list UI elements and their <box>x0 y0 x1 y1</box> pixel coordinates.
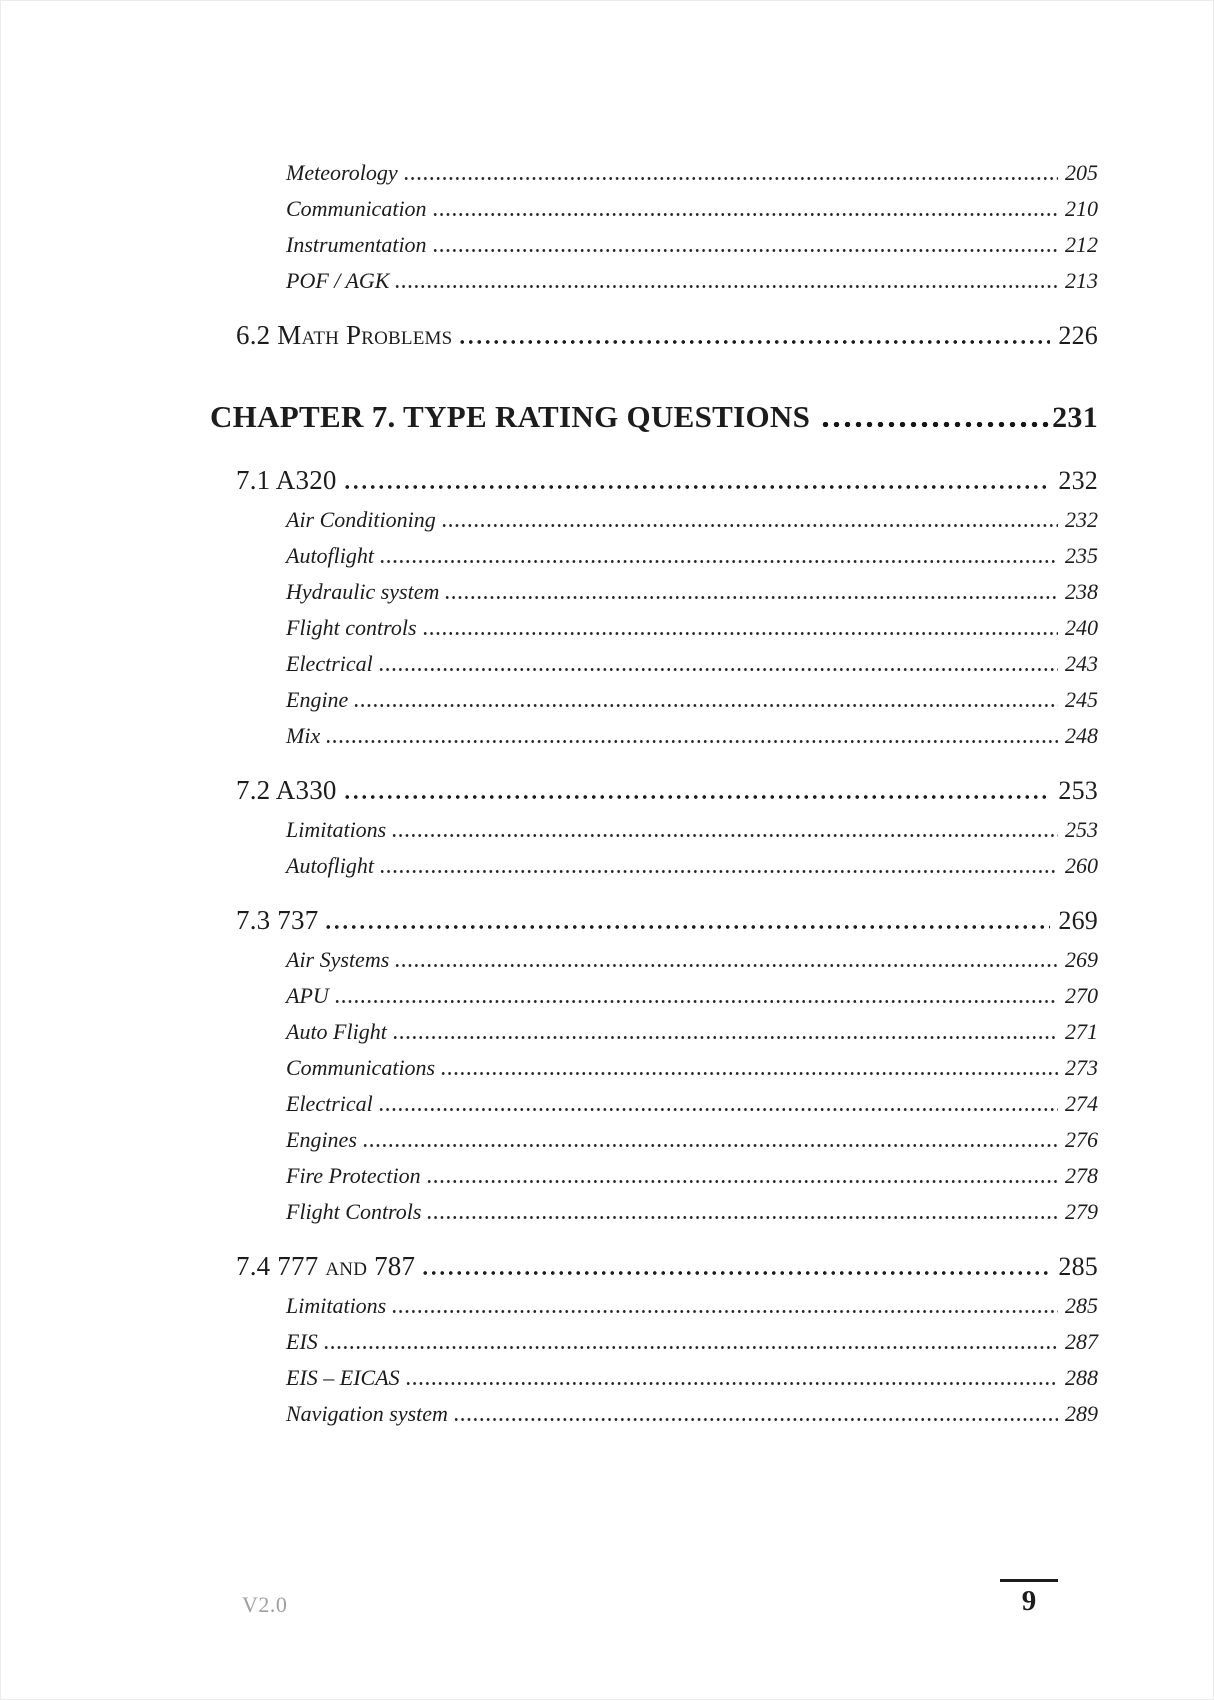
toc-entry-page: 232 <box>1058 466 1098 495</box>
toc-entry-label: Electrical <box>286 1091 373 1116</box>
toc-entry-label: Communication <box>286 196 427 221</box>
toc-entry-label: Engine <box>286 687 349 712</box>
dot-leader <box>323 1346 1058 1349</box>
dot-leader <box>378 668 1058 671</box>
toc-entry-label: 7.3 737 <box>236 905 319 935</box>
toc-entry[interactable] <box>286 1086 1098 1122</box>
toc-entry-page: 213 <box>1065 268 1098 293</box>
toc-entry[interactable] <box>286 574 1098 610</box>
toc-section-entry[interactable] <box>236 314 1098 357</box>
dot-leader <box>441 524 1058 527</box>
dot-leader <box>432 213 1058 216</box>
toc-entry-page: 274 <box>1065 1091 1098 1116</box>
toc-entry[interactable] <box>286 1194 1098 1230</box>
toc-entry-label: 7.2 A330 <box>236 775 337 805</box>
toc-entry-page: 253 <box>1065 817 1098 842</box>
toc-entry-label: Instrumentation <box>286 232 427 257</box>
toc-entry-page: 276 <box>1065 1127 1098 1152</box>
toc-entry-label: Navigation system <box>286 1401 448 1426</box>
toc-entry-label: Communications <box>286 1055 436 1080</box>
toc-entry-page: 269 <box>1058 906 1098 935</box>
toc-entry[interactable] <box>286 155 1098 191</box>
dot-leader <box>403 177 1058 180</box>
toc-entry-page: 245 <box>1065 687 1098 712</box>
dot-leader <box>426 1180 1058 1183</box>
toc-entry[interactable] <box>286 682 1098 718</box>
toc-entry[interactable] <box>286 978 1098 1014</box>
dot-leader <box>378 1108 1058 1111</box>
dot-leader <box>391 1310 1058 1313</box>
dot-leader <box>422 632 1058 635</box>
page-number-rule <box>1000 1579 1058 1582</box>
toc-entry-label: Engines <box>286 1127 357 1152</box>
version-label: V2.0 <box>242 1592 288 1617</box>
toc-entry[interactable] <box>286 848 1098 884</box>
toc-entry-label: 7.4 777 and 787 <box>236 1251 416 1281</box>
dot-leader <box>421 1271 1050 1275</box>
dot-leader <box>325 740 1058 743</box>
toc-entry[interactable] <box>286 646 1098 682</box>
toc-entry-label: Fire Protection <box>286 1163 421 1188</box>
toc-entry-page: 278 <box>1065 1163 1098 1188</box>
dot-leader <box>432 249 1058 252</box>
toc-entry-label: Mix <box>286 723 321 748</box>
toc-entry[interactable] <box>286 1396 1098 1432</box>
page-number-block <box>1000 1579 1058 1617</box>
toc-entry-label: 7.1 A320 <box>236 465 337 495</box>
toc-entry[interactable] <box>286 1360 1098 1396</box>
toc-entry-page: 235 <box>1065 543 1098 568</box>
toc-entry-page: 273 <box>1065 1055 1098 1080</box>
toc-entry[interactable] <box>286 1324 1098 1360</box>
dot-leader <box>391 834 1058 837</box>
toc-section-entry[interactable] <box>236 899 1098 942</box>
toc-entry-page: 240 <box>1065 615 1098 640</box>
dot-leader <box>343 485 1051 489</box>
page-number: 9 <box>1021 1585 1037 1617</box>
toc-entry[interactable] <box>286 1122 1098 1158</box>
toc-entry-label: Limitations <box>286 1293 387 1318</box>
toc-entry-page: 285 <box>1058 1252 1098 1281</box>
dot-leader <box>458 340 1050 344</box>
dot-leader <box>324 925 1050 929</box>
dot-leader <box>362 1144 1058 1147</box>
toc-entry-label: Meteorology <box>286 160 398 185</box>
toc-entry[interactable] <box>286 1288 1098 1324</box>
dot-leader <box>353 704 1058 707</box>
toc-entry-page: 269 <box>1065 947 1098 972</box>
dot-leader <box>343 795 1051 799</box>
toc-entry-label: Flight controls <box>286 615 417 640</box>
toc-chapter-entry[interactable] <box>210 391 1098 444</box>
toc-entry-label: Hydraulic system <box>286 579 440 604</box>
toc-entry-page: 289 <box>1065 1401 1098 1426</box>
toc-section-entry[interactable] <box>236 459 1098 502</box>
toc-entry-page: 226 <box>1058 321 1098 350</box>
toc-entry[interactable] <box>286 263 1098 299</box>
toc-entry-page: 285 <box>1065 1293 1098 1318</box>
toc-entry-page: 212 <box>1065 232 1098 257</box>
toc-entry-label: EIS – EICAS <box>286 1365 400 1390</box>
toc-entry[interactable] <box>286 942 1098 978</box>
dot-leader <box>379 560 1058 563</box>
toc-entry-page: 210 <box>1065 196 1098 221</box>
toc-entry-page: 232 <box>1065 507 1098 532</box>
toc-entry-page: 253 <box>1058 776 1098 805</box>
toc-entry-label: Air Conditioning <box>286 507 436 532</box>
dot-leader <box>440 1072 1058 1075</box>
toc-entry[interactable] <box>286 610 1098 646</box>
toc-entry-page: 205 <box>1065 160 1098 185</box>
toc-entry-page: 279 <box>1065 1199 1098 1224</box>
toc-entry-page: 243 <box>1065 651 1098 676</box>
dot-leader <box>426 1216 1058 1219</box>
toc-entry[interactable] <box>286 502 1098 538</box>
toc-entry-page: 270 <box>1065 983 1098 1008</box>
toc-section-entry[interactable] <box>236 1245 1098 1288</box>
dot-leader <box>405 1382 1058 1385</box>
toc-entry[interactable] <box>286 227 1098 263</box>
toc-entry-label: Flight Controls <box>286 1199 422 1224</box>
toc-entry-page: 260 <box>1065 853 1098 878</box>
toc-entry-label: Limitations <box>286 817 387 842</box>
toc-entry-page: 231 <box>1052 401 1098 434</box>
toc-entry-page: 271 <box>1065 1019 1098 1044</box>
toc-entry[interactable] <box>286 191 1098 227</box>
dot-leader <box>394 964 1058 967</box>
toc-entry[interactable] <box>286 718 1098 754</box>
toc-entry-label: EIS <box>286 1329 318 1354</box>
dot-leader <box>379 870 1058 873</box>
dot-leader <box>453 1418 1058 1421</box>
toc-entry-label: Auto Flight <box>286 1019 387 1044</box>
toc-entry-label: POF / AGK <box>286 268 390 293</box>
toc-entry-label: Autoflight <box>286 543 374 568</box>
toc-entry[interactable] <box>286 1050 1098 1086</box>
toc-entry-page: 288 <box>1065 1365 1098 1390</box>
dot-leader <box>392 1036 1058 1039</box>
toc-section-entry[interactable] <box>236 769 1098 812</box>
dot-leader <box>444 596 1058 599</box>
toc-entry[interactable] <box>286 538 1098 574</box>
toc-entry[interactable] <box>286 1014 1098 1050</box>
dot-leader <box>394 285 1058 288</box>
toc-entry[interactable] <box>286 812 1098 848</box>
toc-entry[interactable] <box>286 1158 1098 1194</box>
toc-entry-label: Electrical <box>286 651 373 676</box>
toc-entry-page: 248 <box>1065 723 1098 748</box>
toc-entry-label: APU <box>286 983 329 1008</box>
toc-entry-page: 238 <box>1065 579 1098 604</box>
toc-entry-label: Autoflight <box>286 853 374 878</box>
toc-entry-page: 287 <box>1065 1329 1098 1354</box>
dot-leader <box>334 1000 1058 1003</box>
toc-entry-label: CHAPTER 7. TYPE RATING QUESTIONS <box>210 399 811 434</box>
toc-entry-label: Air Systems <box>286 947 390 972</box>
toc-entry-label: 6.2 Math Problems <box>236 320 453 350</box>
dot-leader <box>820 422 1050 427</box>
